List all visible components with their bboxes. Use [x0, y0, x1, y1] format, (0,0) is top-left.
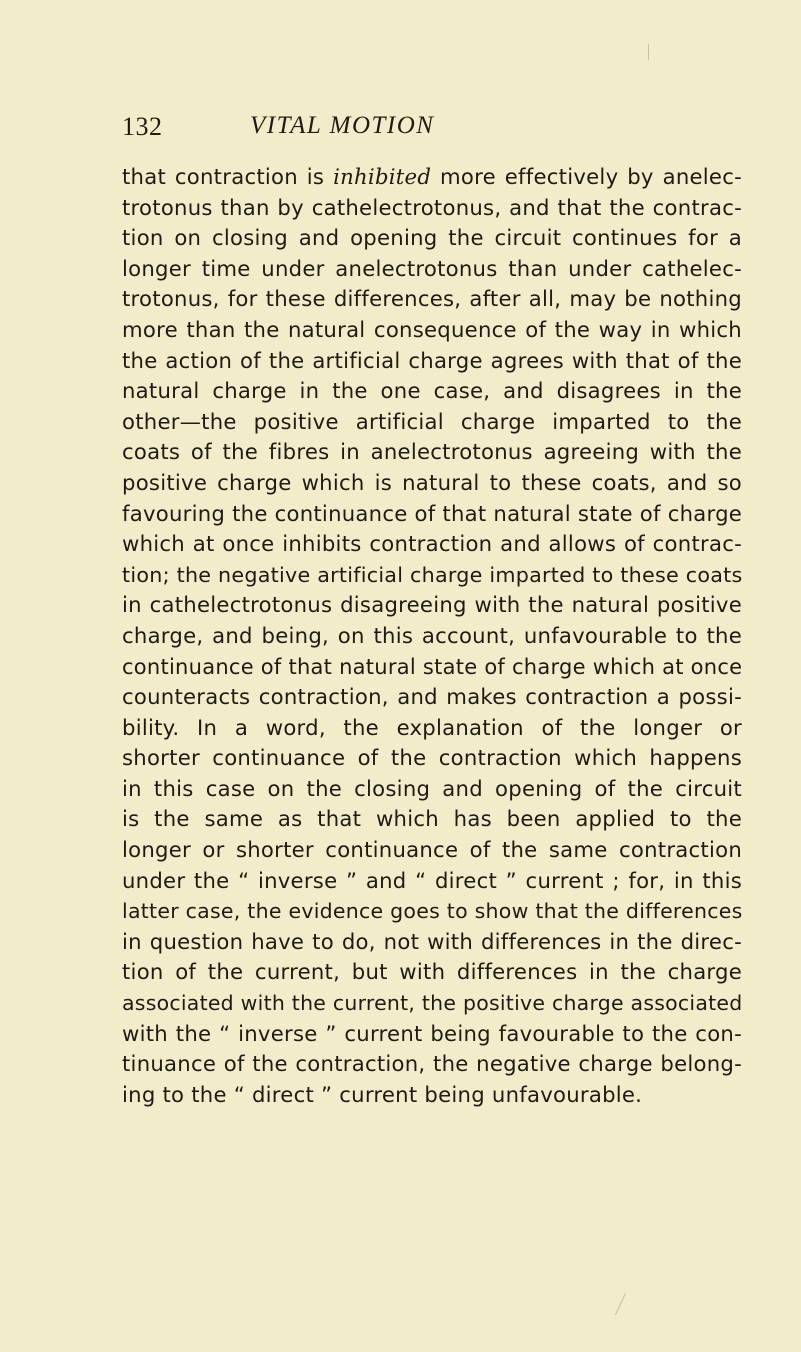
- body-paragraph: [122, 162, 742, 1110]
- text-line: the action of the artificial charge agrees with that of the: [122, 347, 742, 373]
- text-line: continuance of that natural state of charge which at once: [122, 653, 743, 679]
- paper-mark: [648, 44, 649, 60]
- text-line: with the “ inverse ” current being favourable to the con-: [122, 1020, 742, 1046]
- text-line: associated with the current, the positive charge associated: [122, 991, 743, 1016]
- text-line: tion on closing and opening the circuit continues for a: [122, 225, 742, 251]
- paper-mark: [615, 1293, 626, 1315]
- text-segment: that contraction is: [122, 164, 334, 189]
- text-line: longer time under anelectrotonus than under cathelec-: [122, 255, 742, 281]
- page-number: 132: [122, 112, 163, 141]
- text-line: [122, 162, 742, 193]
- text-line: under the “ inverse ” and “ direct ” current ; for, in this: [122, 867, 742, 893]
- text-line: is the same as that which has been applied to the: [122, 806, 742, 832]
- text-line: in question have to do, not with differences in the direc-: [122, 928, 742, 954]
- text-line: trotonus, for these differences, after all, may be nothing: [122, 286, 742, 312]
- text-line: positive charge which is natural to these coats, and so: [122, 469, 742, 495]
- text-line: coats of the fibres in anelectrotonus agreeing with the: [122, 439, 742, 465]
- running-title: VITAL MOTION: [250, 112, 435, 139]
- text-line: bility. In a word, the explanation of the longer or: [122, 714, 742, 740]
- text-line: other—the positive artificial charge imparted to the: [122, 408, 742, 434]
- text-segment: more effectively by anelec-: [431, 164, 742, 189]
- text-line: counteracts contraction, and makes contraction a possi-: [122, 684, 742, 710]
- text-line: which at once inhibits contraction and allows of contrac-: [122, 531, 742, 557]
- text-line: ing to the “ direct ” current being unfavourable.: [122, 1081, 643, 1107]
- running-head: [122, 112, 742, 146]
- text-line: longer or shorter continuance of the same contraction: [122, 837, 742, 863]
- text-line: latter case, the evidence goes to show that the differences: [122, 899, 743, 924]
- emphasized-word: inhibited: [333, 164, 432, 189]
- text-line: tinuance of the contraction, the negative charge belong-: [122, 1051, 742, 1077]
- text-line: in this case on the closing and opening of the circuit: [122, 775, 742, 801]
- text-line: shorter continuance of the contraction which happens: [122, 745, 742, 771]
- text-line: in cathelectrotonus disagreeing with the natural positive: [122, 592, 742, 618]
- text-line: natural charge in the one case, and disagrees in the: [122, 378, 742, 404]
- text-line: favouring the continuance of that natural state of charge: [122, 500, 743, 526]
- text-line: tion; the negative artificial charge imparted to these coats: [122, 562, 743, 587]
- text-line: more than the natural consequence of the way in which: [122, 316, 742, 342]
- text-line: tion of the current, but with differences in the charge: [122, 959, 742, 985]
- text-line: charge, and being, on this account, unfavourable to the: [122, 622, 742, 648]
- text-line: trotonus than by cathelectrotonus, and that the contrac-: [122, 194, 742, 220]
